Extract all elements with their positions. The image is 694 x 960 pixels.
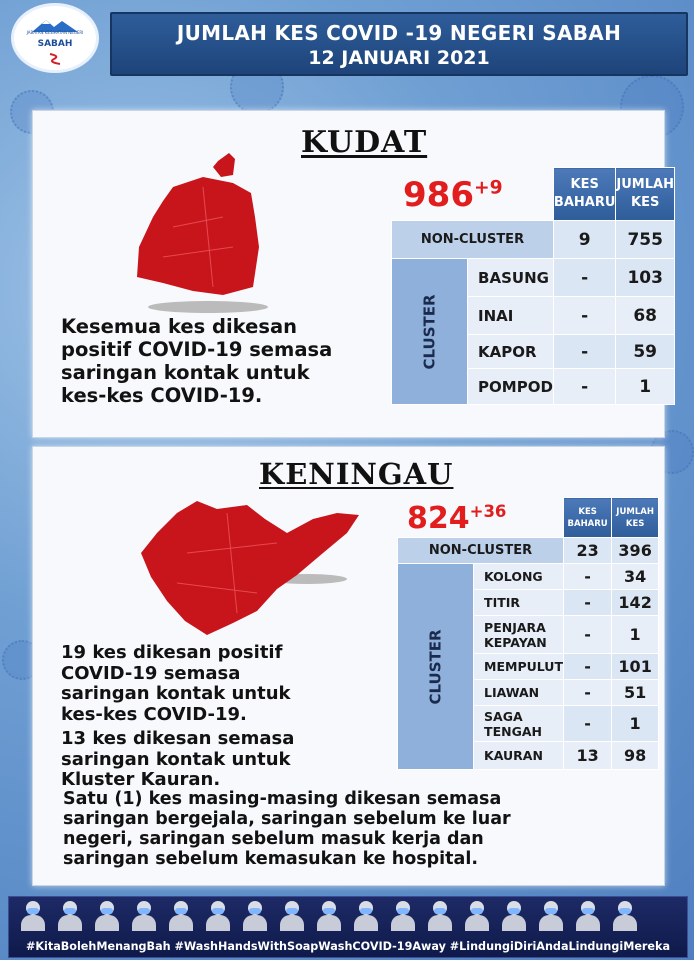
cluster-total: 68 (616, 297, 675, 335)
person-icon (574, 901, 602, 931)
person-icon (56, 901, 84, 931)
person-icon (278, 901, 306, 931)
cluster-name: LIAWAN (474, 680, 564, 706)
keningau-description-1: 19 kes dikesan positif COVID-19 semasa saringan kontak untuk kes-kes COVID-19. (61, 642, 291, 725)
cluster-total: 1 (612, 706, 659, 742)
cluster-label-cell (392, 259, 468, 405)
person-icon (19, 901, 47, 931)
person-icon (352, 901, 380, 931)
person-icon (426, 901, 454, 931)
person-icon (130, 901, 158, 931)
person-icon (241, 901, 269, 931)
kudat-panel (32, 110, 674, 438)
header-title: JUMLAH KES COVID -19 NEGERI SABAH (176, 21, 622, 45)
keningau-col-total: JUMLAH KES (612, 498, 659, 538)
cluster-new: - (563, 590, 611, 616)
cluster-new: - (563, 680, 611, 706)
cluster-total: 59 (616, 335, 675, 369)
cluster-total: 142 (612, 590, 659, 616)
keningau-description-3: Satu (1) kes masing-masing dikesan semasa saringan bergejala, saringan sebelum ke luar negeri, saringan sebelum masuk kerja dan saringan sebelum kemasukan ke hospital. (63, 789, 511, 869)
person-icon (500, 901, 528, 931)
cluster-total: 98 (612, 742, 659, 770)
keningau-new: +36 (469, 502, 507, 521)
cluster-name: SAGA TENGAH (474, 706, 564, 742)
non-cluster-total: 396 (612, 538, 659, 564)
table-row (398, 564, 659, 590)
cluster-new: - (553, 335, 615, 369)
non-cluster-label: NON-CLUSTER (392, 221, 554, 259)
table-row (392, 259, 675, 297)
cluster-name: PENJARA KEPAYAN (474, 616, 564, 654)
cluster-new: 13 (563, 742, 611, 770)
cluster-total: 1 (612, 616, 659, 654)
keningau-map (137, 493, 363, 639)
cluster-new: - (563, 616, 611, 654)
cluster-total: 101 (612, 654, 659, 680)
cluster-new: - (553, 297, 615, 335)
keningau-table (397, 497, 659, 770)
non-cluster-total: 755 (616, 221, 675, 259)
table-row (398, 538, 659, 564)
cluster-total: 103 (616, 259, 675, 297)
frontliner-figures (19, 901, 639, 931)
cluster-new: - (563, 706, 611, 742)
person-icon (463, 901, 491, 931)
cluster-new: - (553, 369, 615, 405)
page-header (110, 12, 688, 76)
non-cluster-new: 9 (553, 221, 615, 259)
person-icon (537, 901, 565, 931)
non-cluster-new: 23 (563, 538, 611, 564)
cluster-name: KAURAN (474, 742, 564, 770)
cluster-total: 51 (612, 680, 659, 706)
cluster-name: MEMPULUT (474, 654, 564, 680)
cluster-name: INAI (468, 297, 554, 335)
cluster-total: 34 (612, 564, 659, 590)
kudat-col-total: JUMLAH KES (616, 168, 675, 221)
hashtags: #KitaBolehMenangBah #WashHandsWithSoapWashCOVID-19Away #LindungiDiriAndaLindungiMereka (25, 940, 671, 953)
keningau-total: 824 (407, 501, 470, 536)
kudat-col-new: KES BAHARU (553, 168, 615, 221)
swoosh-icon (48, 52, 62, 66)
cluster-new: - (553, 259, 615, 297)
table-row (392, 221, 675, 259)
keningau-col-new: KES BAHARU (563, 498, 611, 538)
keningau-panel (32, 446, 665, 886)
logo-text: SABAH (37, 39, 73, 49)
person-icon (389, 901, 417, 931)
header-date: 12 JANUARI 2021 (308, 47, 490, 69)
kudat-map (133, 147, 293, 315)
kudat-new: +9 (473, 177, 503, 199)
cluster-name: KOLONG (474, 564, 564, 590)
kudat-table (391, 167, 675, 405)
person-icon (167, 901, 195, 931)
cluster-new: - (563, 564, 611, 590)
keningau-description-2: 13 kes dikesan semasa saringan kontak untuk Kluster Kauran. (61, 728, 295, 790)
footer-banner (8, 896, 688, 958)
cluster-name: TITIR (474, 590, 564, 616)
person-icon (611, 901, 639, 931)
kudat-description: Kesemua kes dikesan positif COVID-19 semasa saringan kontak untuk kes-kes COVID-19. (61, 315, 333, 407)
cluster-name: KAPOR (468, 335, 554, 369)
person-icon (315, 901, 343, 931)
kudat-total: 986 (403, 175, 474, 215)
kudat-title: KUDAT (301, 125, 428, 160)
person-icon (93, 901, 121, 931)
cluster-label: CLUSTER (420, 294, 439, 370)
non-cluster-label: NON-CLUSTER (398, 538, 564, 564)
cluster-name: BASUNG (468, 259, 554, 297)
cluster-label-cell (398, 564, 474, 770)
cluster-new: - (563, 654, 611, 680)
cluster-label: CLUSTER (426, 629, 445, 705)
health-department-logo (14, 6, 96, 70)
keningau-title: KENINGAU (259, 457, 454, 491)
person-icon (204, 901, 232, 931)
logo-caption: JABATAN KESIHATAN NEGERI (26, 30, 84, 35)
cluster-name: POMPOD (468, 369, 554, 405)
cluster-total: 1 (616, 369, 675, 405)
